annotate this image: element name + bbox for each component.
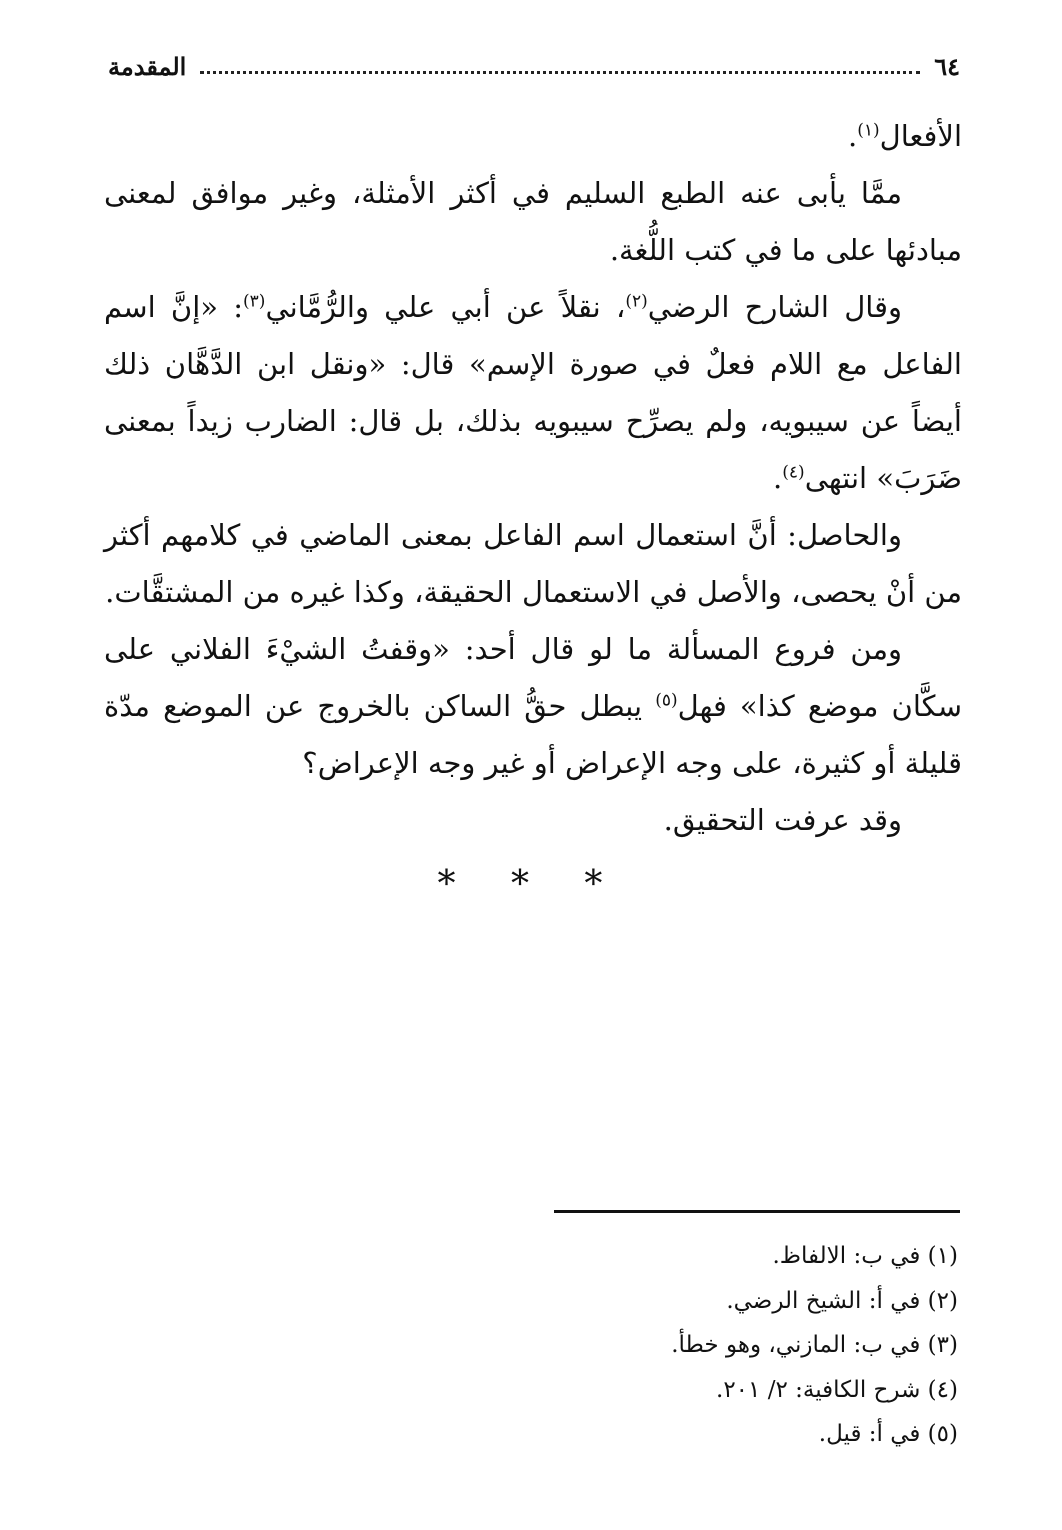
footnote-ref: (٣) xyxy=(243,291,266,312)
paragraph-text: الأفعال xyxy=(879,119,962,153)
paragraph-text: . xyxy=(848,119,858,153)
footnote-ref: (٢) xyxy=(625,291,648,312)
paragraph-text: : «إنَّ اسم الفاعل مع اللام فعلٌ في صورة الإسم» قال: «ونقل ابن الدَّهَّان ذلك أيضاً عن سيبويه، ولم يصرِّح سيبويه بذلك، بل قال: الضارب زيداً بمعنى ضَرَبَ» انتهى xyxy=(104,290,962,495)
main-text xyxy=(104,108,962,849)
footnote-ref: (٥) xyxy=(655,690,678,711)
section-title: المقدمة xyxy=(108,51,187,81)
paragraph-4 xyxy=(104,507,962,621)
footnote-3: (٣) في ب: المازني، وهو خطأ. xyxy=(671,1332,958,1358)
footnote-4: (٤) شرح الكافية: ٢/ ٢٠١. xyxy=(716,1376,958,1403)
footnote-ref: (١) xyxy=(857,120,880,141)
paragraph-1 xyxy=(104,108,962,165)
paragraph-3 xyxy=(104,279,962,507)
paragraph-text: ومن فروع المسألة ما لو قال أحد: «وقفتُ الشيْءَ الفلاني على سكَّان موضع كذا» فهل xyxy=(104,632,962,723)
paragraph-text: ، نقلاً عن أبي علي والرُّمَّاني xyxy=(265,290,626,324)
footnote-rule xyxy=(554,1210,960,1213)
paragraph-2 xyxy=(104,165,962,279)
paragraph-text: ممَّا يأبى عنه الطبع السليم في أكثر الأمثلة، وغير موافق لمعنى مبادئها على ما في كتب اللُّغة. xyxy=(104,176,962,267)
footnote-ref: (٤) xyxy=(782,462,805,483)
footnote-5: (٥) في أ: قيل. xyxy=(818,1421,958,1447)
paragraph-text: وقال الشارح الرضي xyxy=(647,290,902,324)
paragraph-text: . xyxy=(773,461,783,495)
footnotes xyxy=(400,1234,958,1457)
footnote-1: (١) في ب: الالفاظ. xyxy=(772,1243,958,1269)
paragraph-text: يبطل حقُّ الساكن بالخروج عن الموضع مدّة قليلة أو كثيرة، على وجه الإعراض أو غير وجه الإعراض؟ xyxy=(104,689,962,780)
running-header xyxy=(108,46,960,86)
section-separator: * * * xyxy=(437,864,625,905)
paragraph-text: وقد عرفت التحقيق. xyxy=(663,803,902,837)
paragraph-5 xyxy=(104,621,962,792)
page-number: ٦٤ xyxy=(934,51,960,81)
header-dot-leader xyxy=(200,71,920,74)
paragraph-text: والحاصل: أنَّ استعمال اسم الفاعل بمعنى الماضي في كلامهم أكثر من أنْ يحصى، والأصل في الاستعمال الحقيقة، وكذا غيره من المشتقَّات. xyxy=(104,518,962,609)
footnote-2: (٢) في أ: الشيخ الرضي. xyxy=(726,1287,958,1314)
paragraph-6 xyxy=(104,792,962,849)
